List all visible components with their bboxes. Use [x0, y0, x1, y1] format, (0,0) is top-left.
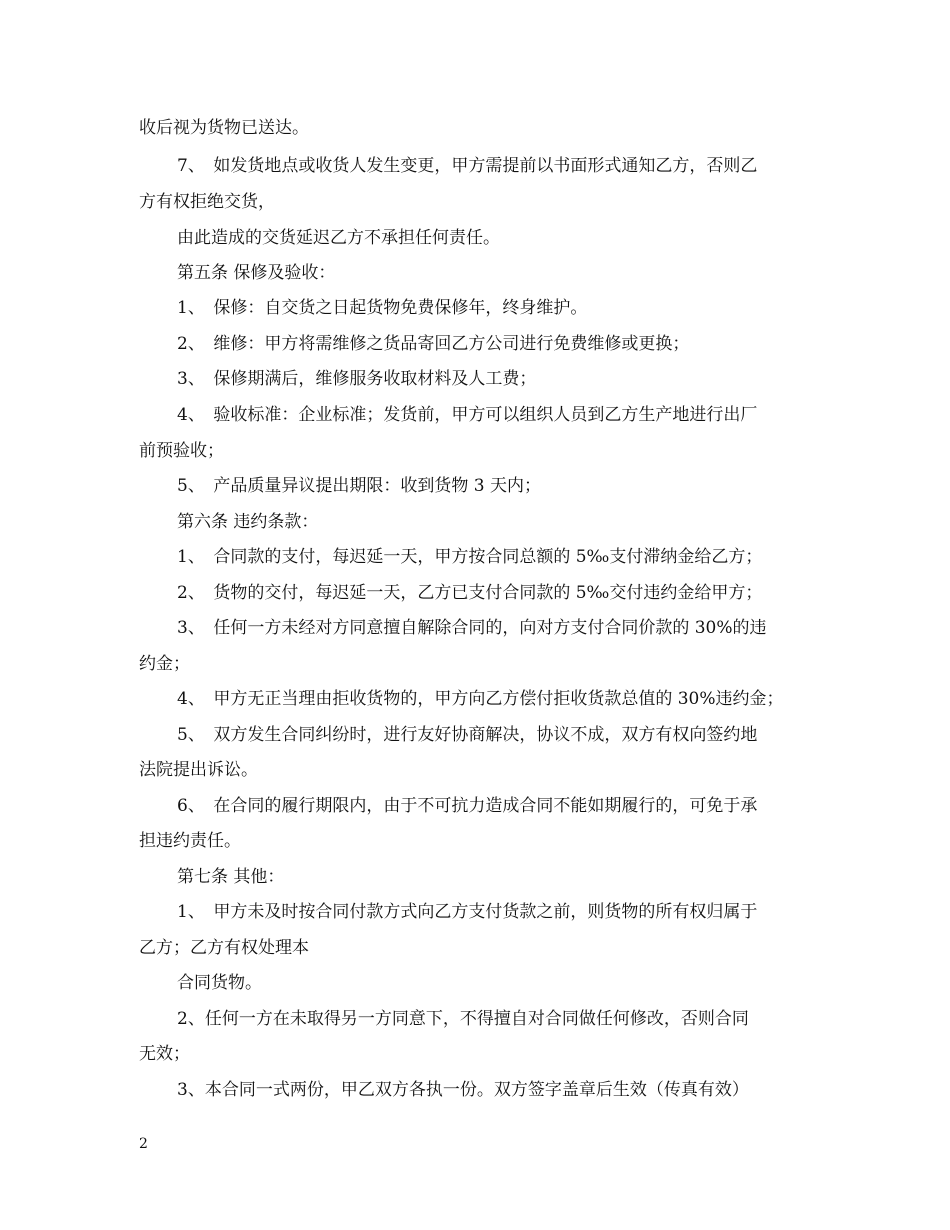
text-line: 前预验收；: [139, 441, 224, 461]
text-line: 无效；: [139, 1044, 190, 1064]
text-line: 4、 甲方无正当理由拒收货物的，甲方向乙方偿付拒收货款总值的 30%违约金；: [177, 689, 784, 709]
text-line: 2、任何一方在未取得另一方同意下，不得擅自对合同做任何修改，否则合同: [177, 1009, 749, 1029]
text-line: 法院提出诉讼。: [139, 760, 258, 780]
text-line: 4、 验收标准：企业标准；发货前，甲方可以组织人员到乙方生产地进行出厂: [177, 405, 758, 425]
text-line: 1、 甲方未及时按合同付款方式向乙方支付货款之前，则货物的所有权归属于: [177, 902, 758, 922]
text-line: 6、 在合同的履行期限内，由于不可抗力造成合同不能如期履行的，可免于承: [177, 796, 758, 816]
text-line: 收后视为货物已送达。: [139, 118, 309, 138]
text-line: 合同货物。: [177, 973, 262, 993]
text-line: 约金；: [139, 654, 190, 674]
text-line: 3、 任何一方未经对方同意擅自解除合同的，向对方支付合同价款的 30%的违: [177, 618, 767, 638]
section-heading: 第五条 保修及验收：: [177, 263, 336, 283]
text-line: 5、 产品质量异议提出期限：收到货物 3 天内；: [177, 476, 541, 496]
text-line: 2、 货物的交付，每迟延一天，乙方已支付合同款的 5‰交付违约金给甲方；: [177, 583, 763, 603]
section-heading: 第七条 其他：: [177, 867, 285, 887]
text-line: 1、 保修：自交货之日起货物免费保修年，终身维护。: [177, 298, 588, 318]
text-line: 担违约责任。: [139, 831, 241, 851]
text-line: 由此造成的交货延迟乙方不承担任何责任。: [177, 228, 500, 248]
text-line: 5、 双方发生合同纠纷时，进行友好协商解决，协议不成，双方有权向签约地: [177, 725, 758, 745]
text-line: 乙方；乙方有权处理本: [139, 938, 309, 958]
text-line: 7、 如发货地点或收货人发生变更，甲方需提前以书面形式通知乙方，否则乙: [177, 156, 758, 176]
text-line: 2、 维修：甲方将需维修之货品寄回乙方公司进行免费维修或更换；: [177, 334, 690, 354]
page-number: 2: [139, 1136, 148, 1152]
text-line: 方有权拒绝交货，: [139, 192, 275, 212]
text-line: 3、 保修期满后，维修服务收取材料及人工费；: [177, 369, 537, 389]
section-heading: 第六条 违约条款：: [177, 512, 319, 532]
text-line: 1、 合同款的支付，每迟延一天，甲方按合同总额的 5‰支付滞纳金给乙方；: [177, 547, 763, 567]
text-line: 3、本合同一式两份，甲乙双方各执一份。双方签字盖章后生效（传真有效）: [177, 1080, 749, 1100]
